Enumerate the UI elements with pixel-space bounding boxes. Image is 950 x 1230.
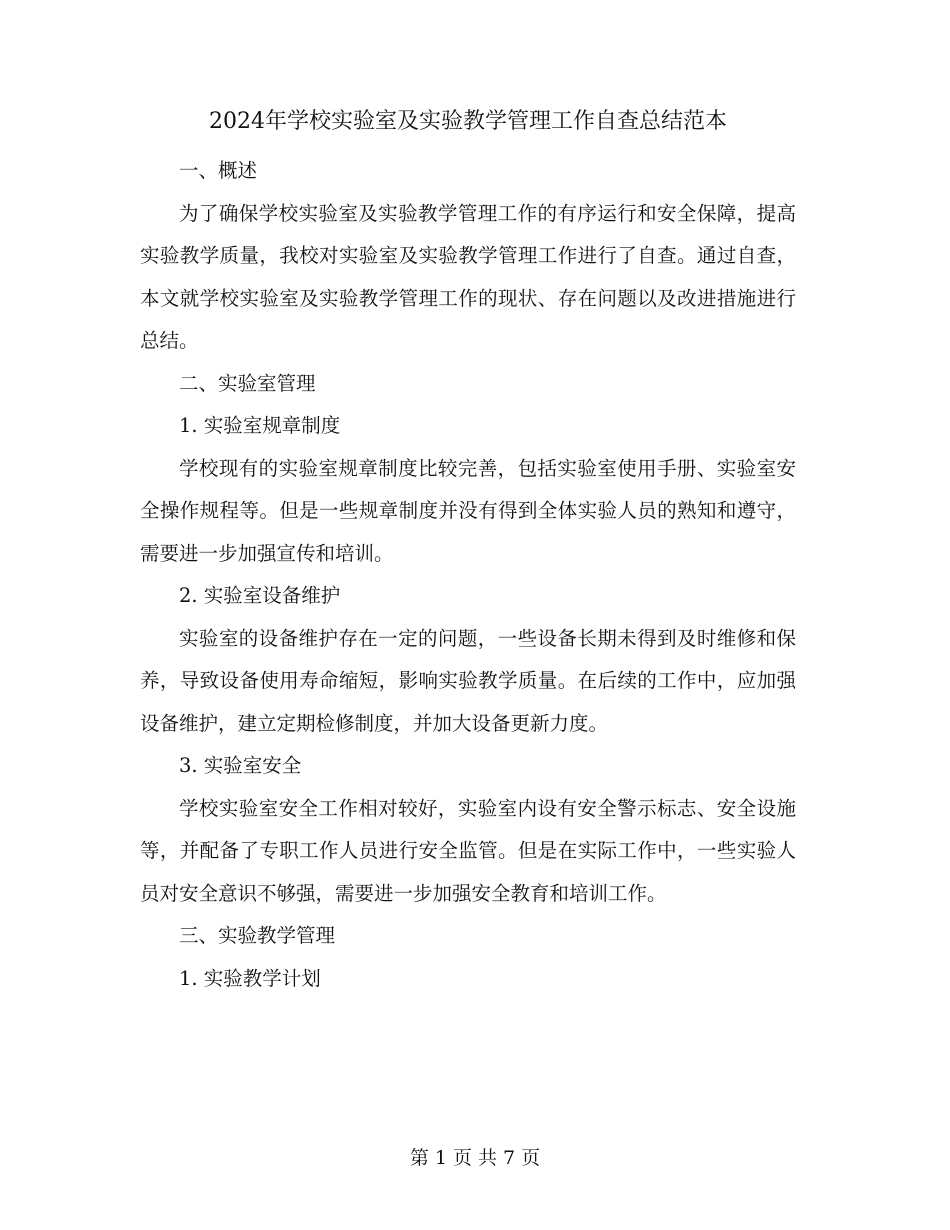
subheading-lab-safety: 3. 实验室安全 — [179, 754, 302, 777]
paragraph-lab-equipment: 实验室的设备维护存在一定的问题，一些设备长期未得到及时维修和保养，导致设备使用寿命缩短，影响实验教学质量。在后续的工作中，应加强设备维护，建立定期检修制度，并加大设备更新力度。 — [140, 626, 796, 735]
subheading-teaching-plan: 1. 实验教学计划 — [179, 966, 321, 990]
section-heading-lab-management: 二、实验室管理 — [179, 371, 316, 395]
paragraph-overview: 为了确保学校实验室及实验教学管理工作的有序运行和安全保障，提高实验教学质量，我校对实验室及实验教学管理工作进行了自查。通过自查，本文就学校实验室及实验教学管理工作的现状、存在问题以及改进措施进行总结。 — [140, 201, 796, 352]
document-title: 2024年学校实验室及实验教学管理工作自查总结范本 — [209, 109, 727, 134]
page-footer: 第 1 页 共 7 页 — [409, 1147, 541, 1169]
subheading-lab-rules: 1. 实验室规章制度 — [179, 414, 341, 437]
document-body — [140, 100, 796, 1000]
subheading-lab-equipment: 2. 实验室设备维护 — [179, 584, 341, 607]
section-heading-teaching-management: 三、实验教学管理 — [179, 924, 336, 947]
paragraph-lab-safety: 学校实验室安全工作相对较好，实验室内设有安全警示标志、安全设施等，并配备了专职工作人员进行安全监管。但是在实际工作中，一些实验人员对安全意识不够强，需要进一步加强安全教育和培训工作。 — [140, 796, 796, 905]
section-heading-overview: 一、概述 — [179, 159, 258, 182]
paragraph-lab-rules: 学校现有的实验室规章制度比较完善，包括实验室使用手册、实验室安全操作规程等。但是一些规章制度并没有得到全体实验人员的熟知和遵守，需要进一步加强宣传和培训。 — [140, 456, 796, 565]
